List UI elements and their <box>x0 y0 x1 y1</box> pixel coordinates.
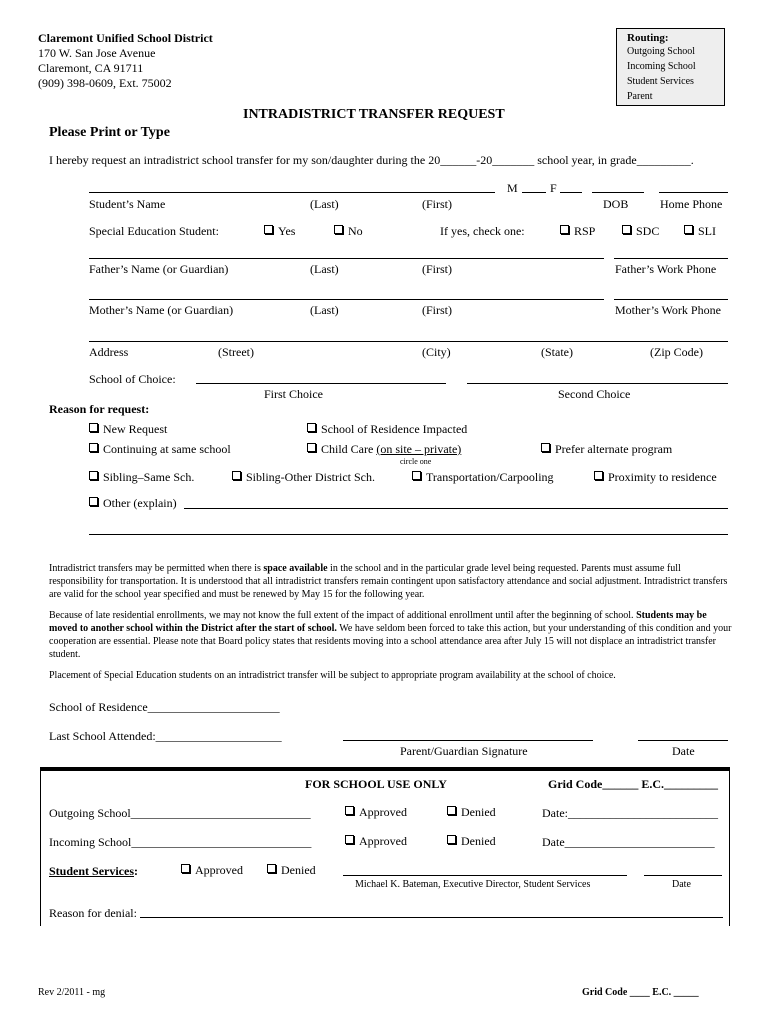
checkbox-icon[interactable] <box>594 471 603 480</box>
second-choice-field[interactable] <box>467 383 728 384</box>
services-approved[interactable] <box>181 863 243 878</box>
special-ed-label: Special Education Student: <box>89 224 219 238</box>
reason-residence-impacted[interactable] <box>307 422 467 437</box>
reason-label: Continuing at same school <box>103 442 231 456</box>
reason-child-care[interactable] <box>307 442 461 457</box>
denied-label: Denied <box>461 805 496 819</box>
routing-item: Student Services <box>627 76 694 87</box>
incoming-denied[interactable] <box>447 834 496 849</box>
parent-signature-field[interactable] <box>343 740 593 741</box>
city-label: (City) <box>422 345 451 359</box>
mother-work-label: Mother’s Work Phone <box>615 303 721 317</box>
director-date-label: Date <box>672 879 691 890</box>
checkbox-icon[interactable] <box>447 806 456 815</box>
routing-item: Parent <box>627 91 653 102</box>
school-use-top-rule <box>40 767 730 771</box>
district-address-1: 170 W. San Jose Avenue <box>38 46 156 60</box>
father-work-label: Father’s Work Phone <box>615 262 717 276</box>
choice-label: School of Choice: <box>89 372 176 386</box>
checkbox-icon[interactable] <box>89 443 98 452</box>
other-explain-field-2[interactable] <box>89 534 728 535</box>
revision-note: Rev 2/2011 - mg <box>38 987 106 998</box>
child-care-option[interactable]: (on site – private) <box>376 442 462 456</box>
checkbox-icon[interactable] <box>541 443 550 452</box>
checkbox-icon[interactable] <box>412 471 421 480</box>
address-field[interactable] <box>89 341 728 342</box>
rsp-option[interactable] <box>560 224 595 239</box>
director-date-field[interactable] <box>644 875 722 876</box>
m-label: M <box>507 181 518 195</box>
district-name: Claremont Unified School District <box>38 31 213 45</box>
home-phone-field[interactable] <box>659 192 728 193</box>
checkbox-icon[interactable] <box>345 835 354 844</box>
last-school-attended[interactable]: Last School Attended:_____________________ <box>49 729 282 743</box>
mother-label: Mother’s Name (or Guardian) <box>89 303 234 317</box>
mother-name-field[interactable] <box>89 299 604 300</box>
outgoing-date[interactable]: Date:_________________________ <box>542 806 718 820</box>
reason-continuing[interactable] <box>89 442 231 457</box>
mother-last-label: (Last) <box>310 303 339 317</box>
reason-label: New Request <box>103 422 168 436</box>
reason-transportation[interactable] <box>412 470 554 485</box>
checkbox-icon[interactable] <box>89 423 98 432</box>
policy-text: in the school and in the particular grade level being requested. Parents must assume full responsibility for transportation. It is understood that all intradistrict transfers remain contingent upon satisfactory attendance and social adjustment. Intradistrict transfers are valid for the school year specified and must be renewed by May 15 for the following year. <box>49 563 728 600</box>
approved-label: Approved <box>195 863 243 877</box>
denied-label: Denied <box>461 834 496 848</box>
routing-box <box>616 28 725 106</box>
student-services-label <box>49 864 138 879</box>
f-field[interactable] <box>560 192 582 193</box>
checkbox-icon[interactable] <box>334 225 343 234</box>
m-field[interactable] <box>522 192 546 193</box>
mother-work-phone-field[interactable] <box>614 299 728 300</box>
checkbox-icon[interactable] <box>264 225 273 234</box>
services-denied[interactable] <box>267 863 316 878</box>
address-label: Address <box>89 345 129 359</box>
request-line[interactable]: I hereby request an intradistrict school transfer for my son/daughter during the 20______-20_______ school year, in grade_________. <box>49 153 694 167</box>
district-address-2: Claremont, CA 91711 <box>38 61 144 75</box>
routing-item: Outgoing School <box>627 46 696 57</box>
parent-date-label: Date <box>672 744 695 758</box>
dob-field[interactable] <box>592 192 644 193</box>
reason-denial-label: Reason for denial: <box>49 906 137 920</box>
student-first-label: (First) <box>422 197 452 211</box>
reason-label: School of Residence Impacted <box>321 422 468 436</box>
state-label: (State) <box>541 345 573 359</box>
school-of-residence[interactable]: School of Residence______________________ <box>49 700 280 714</box>
no-label: No <box>348 224 363 238</box>
reason-label: Proximity to residence <box>608 470 717 484</box>
sli-option[interactable] <box>684 224 716 239</box>
approved-label: Approved <box>359 834 407 848</box>
special-ed-yes[interactable] <box>264 224 295 239</box>
policy-bold: Students may be moved to another school within the District after the start of school. <box>49 610 707 634</box>
second-choice-label: Second Choice <box>558 387 631 401</box>
parent-date-field[interactable] <box>638 740 728 741</box>
checkbox-icon[interactable] <box>267 864 276 873</box>
checkbox-icon[interactable] <box>684 225 693 234</box>
footer-grid-code[interactable]: Grid Code ____ E.C. _____ <box>582 987 699 998</box>
director-label: Michael K. Bateman, Executive Director, Student Services <box>355 879 591 890</box>
reason-label: Child Care <box>321 442 374 456</box>
parent-signature-label: Parent/Guardian Signature <box>400 744 528 758</box>
policy-text: We have seldom been forced to take this action, but your understanding of this condition and your cooperation are essential. Please note that Board policy states that residents moving into a school attendance area after July 15 will not displace an intradistrict transfer student. <box>49 623 732 660</box>
if-yes-label: If yes, check one: <box>440 224 525 238</box>
checkbox-icon[interactable] <box>232 471 241 480</box>
student-last-label: (Last) <box>310 197 339 211</box>
reason-denial-field[interactable] <box>140 917 723 918</box>
form-title: INTRADISTRICT TRANSFER REQUEST <box>243 107 505 122</box>
reason-label: Prefer alternate program <box>555 442 673 456</box>
yes-label: Yes <box>278 224 296 238</box>
policy-text: Because of late residential enrollments, we may not know the full extent of the impact of additional enrollment until after the beginning of school. <box>49 610 637 621</box>
approved-label: Approved <box>359 805 407 819</box>
student-services-text: Student Services <box>49 864 134 878</box>
reason-sibling-same[interactable] <box>89 470 194 485</box>
policy-text: Intradistrict transfers may be permitted when there is <box>49 563 264 574</box>
grid-code-ec[interactable]: Grid Code______ E.C._________ <box>548 777 719 791</box>
denied-label: Denied <box>281 863 316 877</box>
reason-other[interactable] <box>89 496 177 511</box>
first-choice-field[interactable] <box>196 383 446 384</box>
incoming-approved[interactable] <box>345 834 407 849</box>
checkbox-icon[interactable] <box>622 225 631 234</box>
reason-label: Sibling-Other District Sch. <box>246 470 375 484</box>
checkbox-icon[interactable] <box>89 497 98 506</box>
reason-label: Sibling–Same Sch. <box>103 470 195 484</box>
special-ed-no[interactable] <box>334 224 363 239</box>
policy-paragraph-2 <box>49 609 733 661</box>
sdc-option[interactable] <box>622 224 659 239</box>
school-use-left-border <box>40 771 41 926</box>
reason-label: Other (explain) <box>103 496 177 510</box>
sdc-label: SDC <box>636 224 660 238</box>
outgoing-approved[interactable] <box>345 805 407 820</box>
father-work-phone-field[interactable] <box>614 258 728 259</box>
policy-paragraph-1 <box>49 562 733 601</box>
reason-proximity[interactable] <box>594 470 717 485</box>
reason-label: Transportation/Carpooling <box>426 470 554 484</box>
other-explain-field[interactable] <box>184 508 728 509</box>
routing-item: Incoming School <box>627 61 696 72</box>
checkbox-icon[interactable] <box>307 423 316 432</box>
outgoing-denied[interactable] <box>447 805 496 820</box>
rsp-label: RSP <box>574 224 596 238</box>
policy-bold: space available <box>263 563 328 574</box>
father-first-label: (First) <box>422 262 452 276</box>
checkbox-icon[interactable] <box>345 806 354 815</box>
student-name-label: Student’s Name <box>89 197 166 211</box>
home-phone-label: Home Phone <box>660 197 723 211</box>
routing-title: Routing: <box>627 32 669 44</box>
checkbox-icon[interactable] <box>89 471 98 480</box>
colon: : <box>134 864 138 878</box>
student-name-field[interactable] <box>89 192 495 193</box>
checkbox-icon[interactable] <box>181 864 190 873</box>
first-choice-label: First Choice <box>264 387 323 401</box>
dob-label: DOB <box>603 197 629 211</box>
reason-new-request[interactable] <box>89 422 167 437</box>
sli-label: SLI <box>698 224 716 238</box>
circle-one-note: circle one <box>400 457 432 466</box>
policy-paragraph-3: Placement of Special Education students on an intradistrict transfer will be subject to appropriate program availability at the school of choice. <box>49 670 616 681</box>
print-note: Please Print or Type <box>49 125 170 140</box>
checkbox-icon[interactable] <box>560 225 569 234</box>
f-label: F <box>550 181 557 195</box>
father-name-field[interactable] <box>89 258 604 259</box>
reason-sibling-other[interactable] <box>232 470 375 485</box>
reason-prefer-alt[interactable] <box>541 442 672 457</box>
outgoing-school[interactable]: Outgoing School______________________________ <box>49 806 311 820</box>
zip-label: (Zip Code) <box>650 345 703 359</box>
street-label: (Street) <box>218 345 254 359</box>
district-phone: (909) 398-0609, Ext. 75002 <box>38 76 172 90</box>
checkbox-icon[interactable] <box>307 443 316 452</box>
incoming-school[interactable]: Incoming School______________________________ <box>49 835 312 849</box>
incoming-date[interactable]: Date_________________________ <box>542 835 715 849</box>
father-label: Father’s Name (or Guardian) <box>89 262 229 276</box>
father-last-label: (Last) <box>310 262 339 276</box>
director-signature-field[interactable] <box>343 875 627 876</box>
reasons-title: Reason for request: <box>49 402 150 416</box>
checkbox-icon[interactable] <box>447 835 456 844</box>
school-use-title: FOR SCHOOL USE ONLY <box>305 777 447 791</box>
school-use-right-border <box>729 771 730 926</box>
mother-first-label: (First) <box>422 303 452 317</box>
